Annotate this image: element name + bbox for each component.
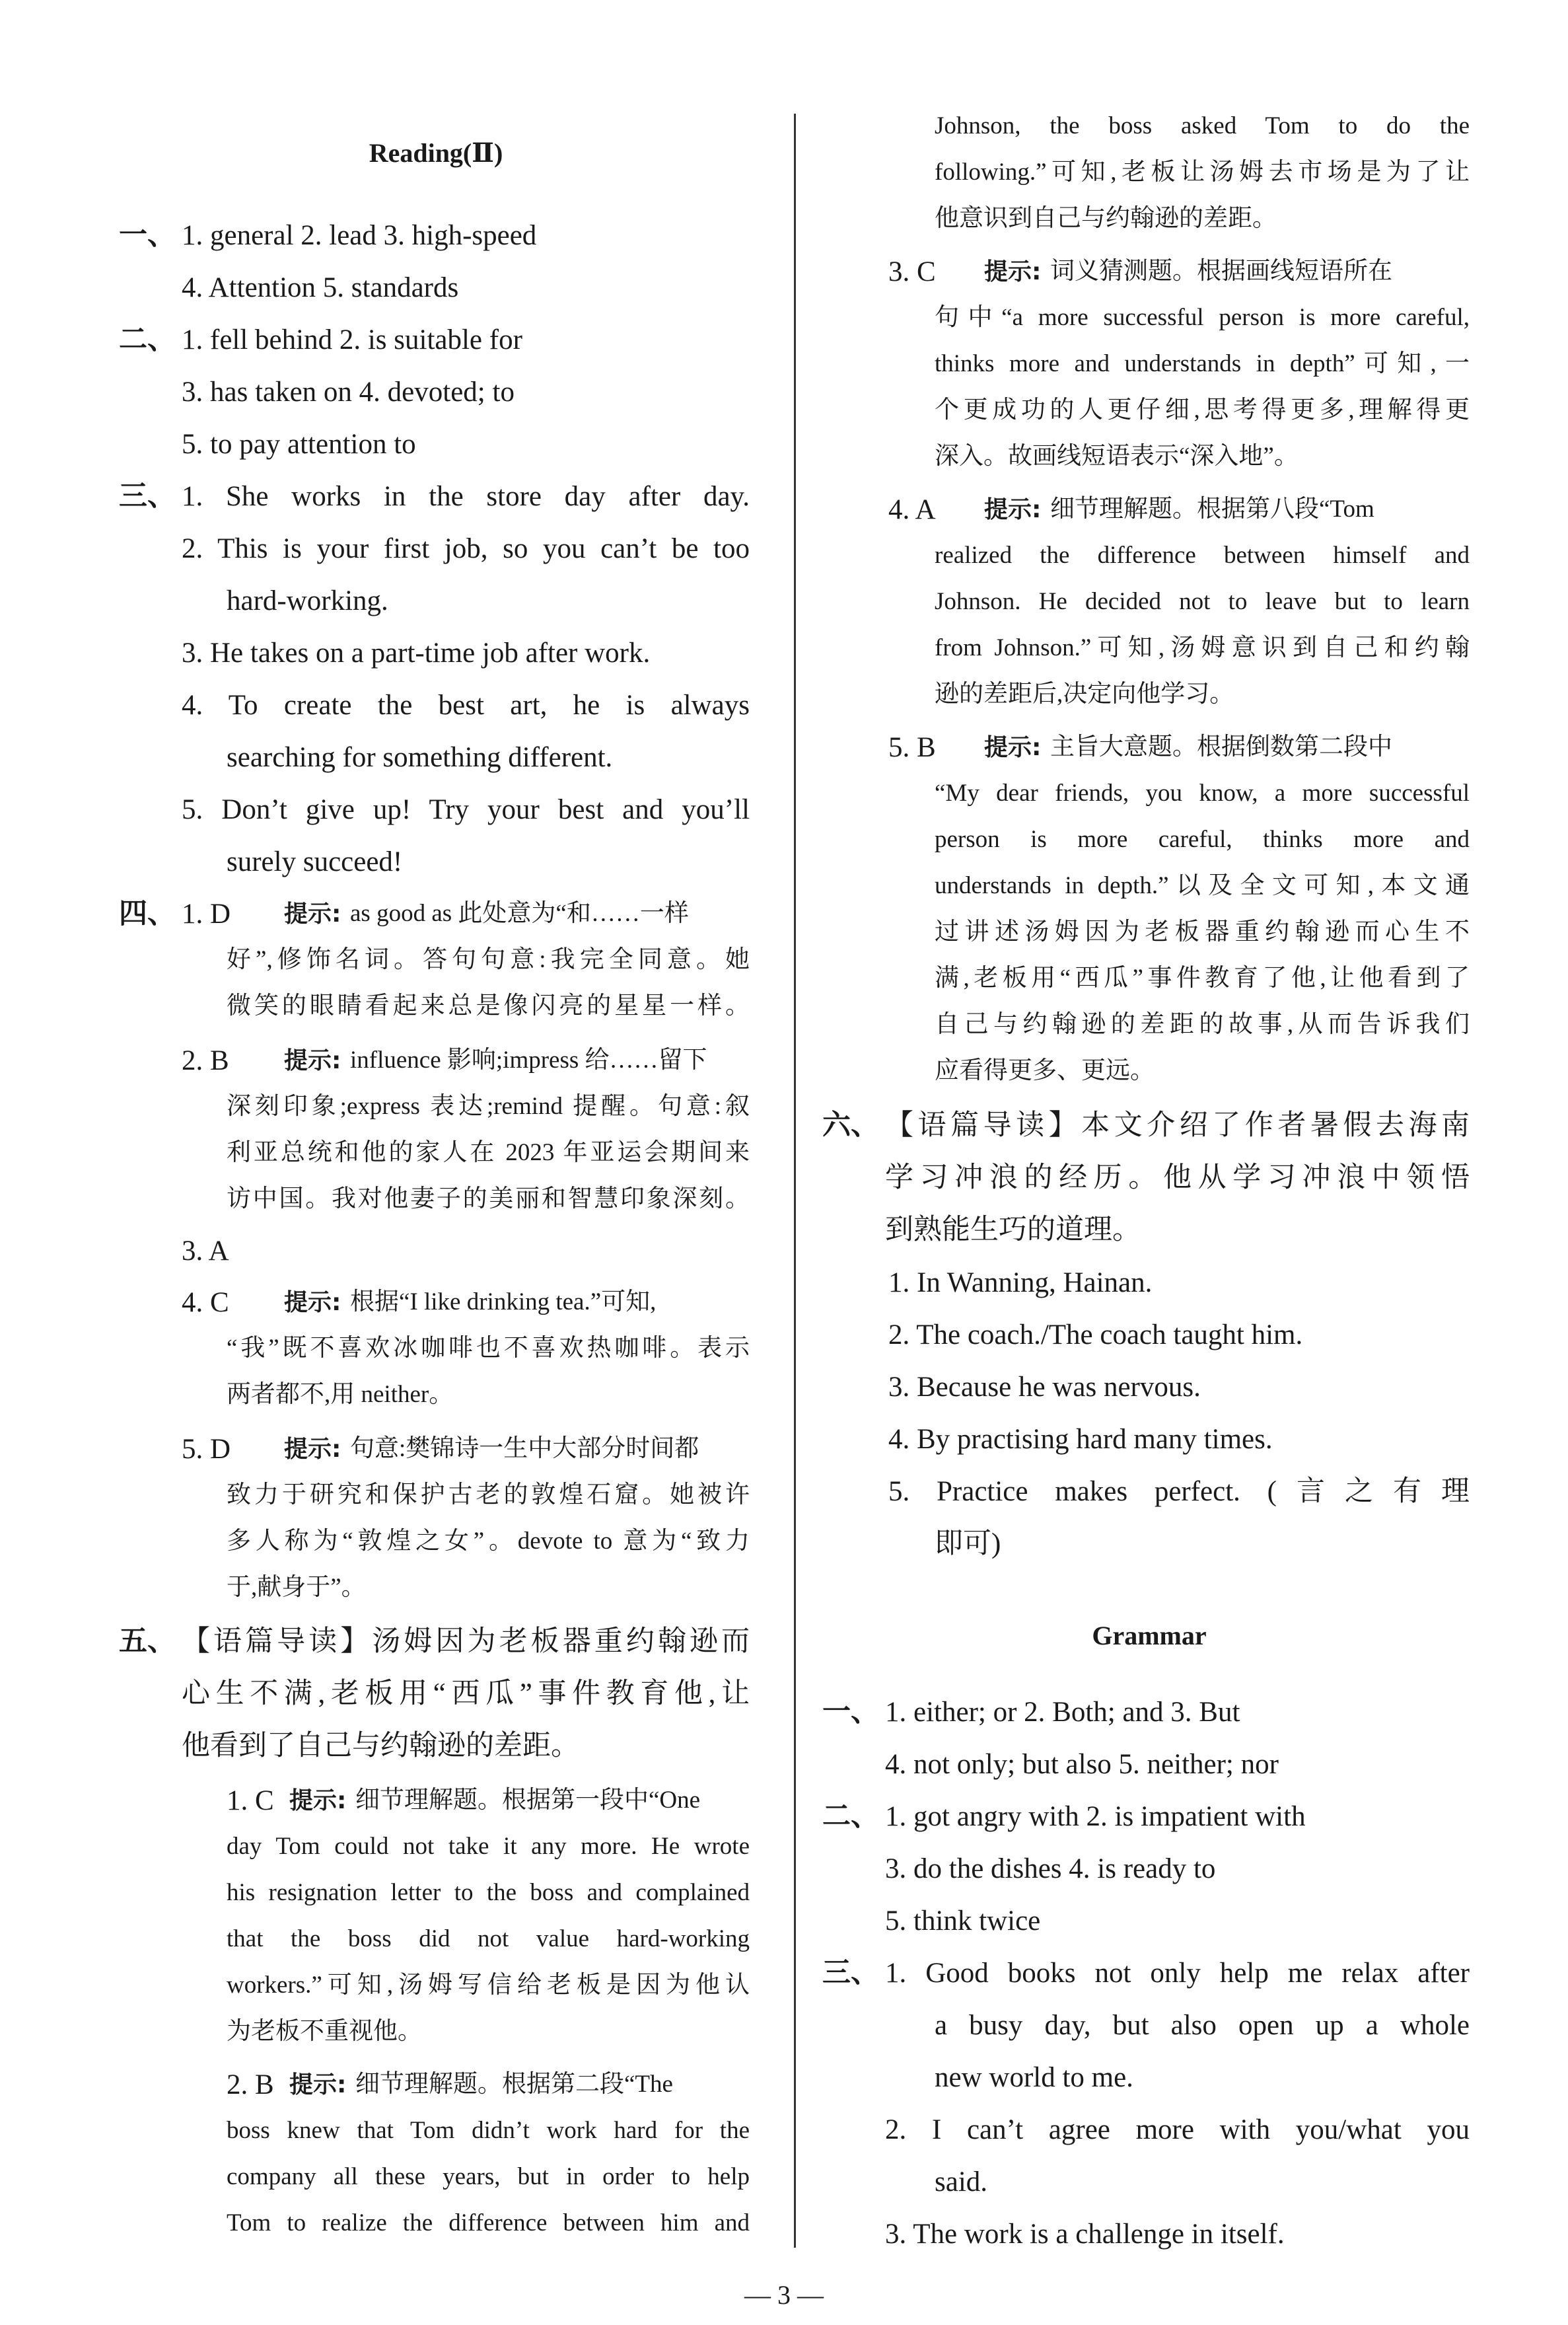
- explanation-line: 深入。故画线短语表示“深入地”。: [935, 443, 1299, 470]
- answer-line: 5. Don’t give up! Try your best and you’ll: [182, 794, 750, 825]
- explanation-line: 逊的差距后,决定向他学习。: [935, 681, 1234, 708]
- tip-label: 提示:: [984, 496, 1042, 523]
- explanation-line: “My dear friends, you know, a more successful: [935, 780, 1470, 807]
- answer-line: 5. to pay attention to: [182, 429, 416, 460]
- explanation-line: following.”可知,老板让汤姆去市场是为了让: [935, 159, 1470, 186]
- answer-line: 1. fell behind 2. is suitable for: [182, 324, 522, 355]
- answer-line: 3. The work is a challenge in itself.: [885, 2219, 1285, 2250]
- explanation-line: 自己与约翰逊的差距的故事,从而告诉我们: [935, 1011, 1470, 1038]
- explanation-line: 多人称为“敦煌之女”。devote to 意为“致力: [227, 1528, 750, 1555]
- passage-intro: 【语篇导读】本文介绍了作者暑假去海南: [885, 1110, 1470, 1141]
- answer-choice: 1. C: [227, 1785, 274, 1816]
- explanation-line: 应看得更多、更远。: [935, 1057, 1155, 1084]
- explanation-line: understands in depth.”以及全文可知,本文通: [935, 872, 1470, 899]
- answer-line: 1. She works in the store day after day.: [182, 481, 750, 512]
- passage-intro: 到熟能生巧的道理。: [885, 1214, 1141, 1245]
- tip-label: 提示:: [284, 1436, 341, 1463]
- explanation-line: 于,献身于”。: [227, 1574, 366, 1601]
- explanation-line: 个更成功的人更仔细,思考得更多,理解得更: [935, 396, 1470, 424]
- answer-line: surely succeed!: [227, 846, 403, 877]
- explanation-line: 满,老板用“西瓜”事件教育了他,让他看到了: [935, 965, 1470, 992]
- page-number: — 3 —: [744, 2280, 824, 2310]
- explanation-line: Johnson. He decided not to leave but to learn: [935, 588, 1470, 615]
- tip-label: 提示:: [284, 1289, 341, 1316]
- explanation-line: 好”,修饰名词。答句句意:我完全同意。她: [227, 946, 750, 973]
- explanation-line: that the boss did not value hard-working: [227, 1925, 750, 1952]
- answer-line: 2. This is your first job, so you can’t be too: [182, 533, 750, 564]
- section-label-1: 一、: [119, 220, 176, 251]
- explanation-line: 细节理解题。根据第二段“The: [355, 2071, 673, 2098]
- answer-line: 2. I can’t agree more with you/what you: [885, 2114, 1470, 2145]
- answer-line: 3. has taken on 4. devoted; to: [182, 377, 515, 408]
- answer-line: 1. Good books not only help me relax after: [885, 1958, 1470, 1989]
- section-label-6: 六、: [822, 1110, 879, 1141]
- section-title-grammar: Grammar: [1092, 1621, 1207, 1650]
- answer-choice: 4. A: [888, 494, 936, 525]
- section-label-2: 二、: [119, 324, 176, 355]
- explanation-line: “我”既不喜欢冰咖啡也不喜欢热咖啡。表示: [227, 1335, 750, 1362]
- answer-line: 2. The coach./The coach taught him.: [888, 1319, 1303, 1350]
- explanation-line: 致力于研究和保护古老的敦煌石窟。她被许: [227, 1481, 750, 1508]
- answer-choice: 5. D: [182, 1434, 231, 1465]
- answer-choice: 5. B: [888, 732, 936, 763]
- grammar-label-3: 三、: [822, 1958, 879, 1989]
- explanation-line: 为老板不重视他。: [227, 2018, 422, 2045]
- explanation-line: 细节理解题。根据第八段“Tom: [1050, 496, 1374, 523]
- explanation-line: company all these years, but in order to help: [227, 2163, 750, 2190]
- column-divider: [794, 114, 796, 2248]
- answer-line: said.: [935, 2166, 988, 2197]
- explanation-line: 访中国。我对他妻子的美丽和智慧印象深刻。: [227, 1185, 750, 1212]
- explanation-line: 他意识到自己与约翰逊的差距。: [935, 205, 1277, 232]
- answer-choice: 3. C: [888, 256, 936, 287]
- answer-line: 4. Attention 5. standards: [182, 272, 459, 303]
- section-label-3: 三、: [119, 481, 176, 512]
- explanation-line: from Johnson.”可知,汤姆意识到自己和约翰: [935, 634, 1470, 661]
- section-label-4: 四、: [119, 899, 176, 930]
- answer-line: 4. To create the best art, he is always: [182, 690, 750, 721]
- answer-line: 4. not only; but also 5. neither; nor: [885, 1749, 1279, 1780]
- answer-line: searching for something different.: [227, 742, 613, 773]
- answer-line: 3. do the dishes 4. is ready to: [885, 1853, 1216, 1884]
- explanation-line: 过讲述汤姆因为老板器重约翰逊而心生不: [935, 918, 1470, 945]
- answer-choice: 3. A: [182, 1236, 229, 1267]
- explanation-line: 根据“I like drinking tea.”可知,: [350, 1288, 657, 1315]
- section-label-5: 五、: [119, 1626, 176, 1657]
- tip-label: 提示:: [984, 258, 1042, 285]
- answer-line: 1. In Wanning, Hainan.: [888, 1267, 1153, 1298]
- answer-line: 5. Practice makes perfect. (言之有理: [888, 1476, 1470, 1507]
- explanation-line: 句中“a more successful person is more careful,: [935, 304, 1470, 331]
- explanation-line: 两者都不,用 neither。: [227, 1381, 454, 1408]
- answer-line: hard-working.: [227, 585, 388, 616]
- tip-label: 提示:: [284, 1047, 341, 1074]
- explanation-line: Johnson, the boss asked Tom to do the: [935, 112, 1470, 139]
- tip-label: 提示:: [984, 734, 1042, 761]
- grammar-label-1: 一、: [822, 1697, 879, 1728]
- explanation-line: workers.”可知,汤姆写信给老板是因为他认: [227, 1972, 750, 1999]
- explanation-line: 主旨大意题。根据倒数第二段中: [1050, 733, 1392, 760]
- tip-label: 提示:: [284, 901, 341, 928]
- answer-line: 1. general 2. lead 3. high-speed: [182, 220, 537, 251]
- answer-line: 4. By practising hard many times.: [888, 1424, 1273, 1455]
- tip-label: 提示:: [289, 2071, 347, 2098]
- answer-choice: 4. C: [182, 1287, 229, 1318]
- answer-line: 1. got angry with 2. is impatient with: [885, 1801, 1306, 1832]
- section-title-reading: Reading(Ⅱ): [369, 138, 503, 168]
- explanation-line: 利亚总统和他的家人在 2023 年亚运会期间来: [227, 1139, 750, 1166]
- answer-line: 3. Because he was nervous.: [888, 1372, 1201, 1403]
- explanation-line: 细节理解题。根据第一段中“One: [355, 1787, 701, 1814]
- answer-choice: 2. B: [227, 2069, 274, 2100]
- explanation-line: influence 影响;impress 给……留下: [350, 1047, 707, 1074]
- explanation-line: thinks more and understands in depth”可知,一: [935, 350, 1470, 377]
- explanation-line: person is more careful, thinks more and: [935, 826, 1470, 853]
- tip-label: 提示:: [289, 1787, 347, 1814]
- answer-line: a busy day, but also open up a whole: [935, 2010, 1470, 2041]
- explanation-line: boss knew that Tom didn’t work hard for the: [227, 2117, 750, 2144]
- passage-intro: 心生不满,老板用“西瓜”事件教育他,让: [182, 1678, 750, 1709]
- passage-intro: 学习冲浪的经历。他从学习冲浪中领悟: [885, 1162, 1470, 1193]
- answer-line: new world to me.: [935, 2062, 1133, 2093]
- explanation-line: 微笑的眼睛看起来总是像闪亮的星星一样。: [227, 992, 750, 1019]
- answer-choice: 2. B: [182, 1045, 229, 1076]
- passage-intro: 【语篇导读】汤姆因为老板器重约翰逊而: [182, 1626, 750, 1657]
- explanation-line: Tom to realize the difference between him and: [227, 2209, 750, 2236]
- answer-line: 5. think twice: [885, 1905, 1041, 1937]
- answer-choice: 1. D: [182, 899, 231, 930]
- passage-intro: 他看到了自己与约翰逊的差距。: [182, 1730, 579, 1761]
- explanation-line: his resignation letter to the boss and complained: [227, 1879, 750, 1906]
- answer-line: 即可): [935, 1528, 1001, 1559]
- grammar-label-2: 二、: [822, 1801, 879, 1832]
- explanation-line: realized the difference between himself and: [935, 542, 1470, 569]
- answer-line: 3. He takes on a part-time job after work.: [182, 638, 651, 669]
- explanation-line: as good as 此处意为“和……一样: [350, 900, 689, 927]
- explanation-line: 句意:樊锦诗一生中大部分时间都: [350, 1435, 699, 1462]
- answer-line: 1. either; or 2. Both; and 3. But: [885, 1697, 1240, 1728]
- explanation-line: 深刻印象;express 表达;remind 提醒。句意:叙: [227, 1093, 750, 1120]
- explanation-line: 词义猜测题。根据画线短语所在: [1050, 258, 1392, 285]
- explanation-line: day Tom could not take it any more. He wrote: [227, 1833, 750, 1860]
